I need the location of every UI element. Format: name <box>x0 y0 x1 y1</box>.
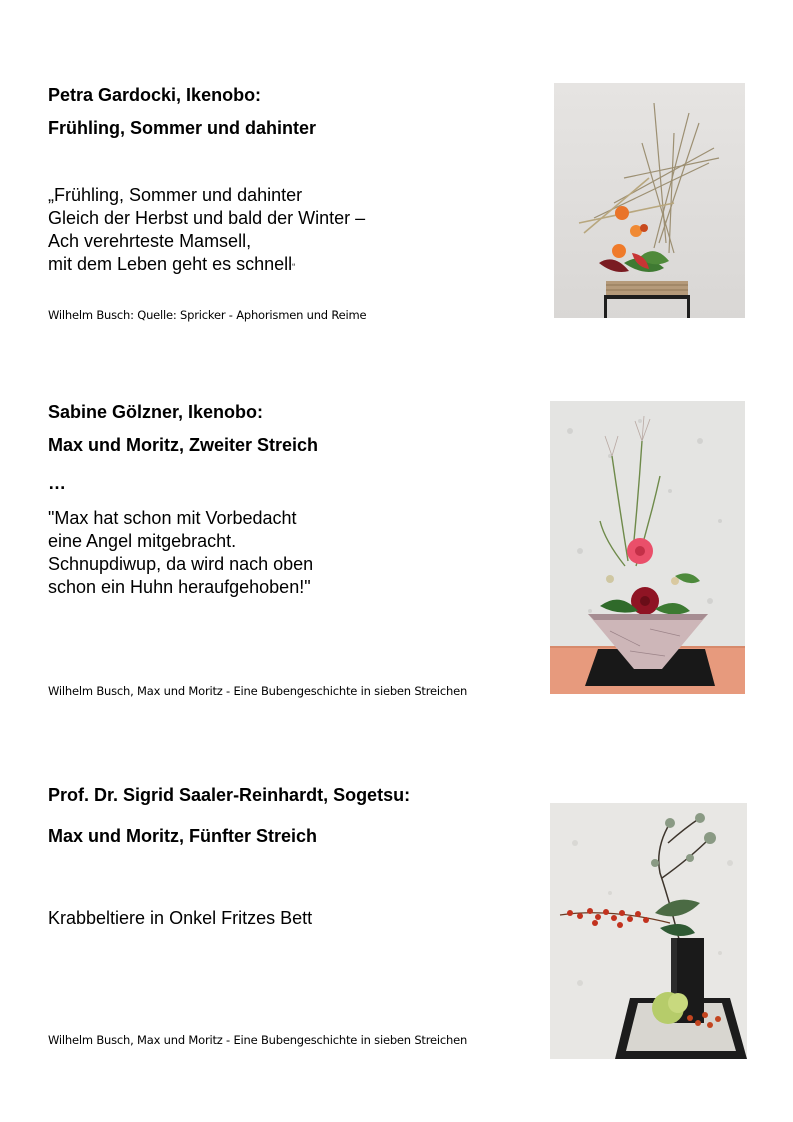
poem-line: schon ein Huhn heraufgehoben!" <box>48 577 311 597</box>
section-3-poem <box>48 907 312 930</box>
poem-line: Ach verehrteste Mamsell, <box>48 231 252 251</box>
poem-line: "Max hat schon mit Vorbedacht <box>48 508 297 528</box>
poem-line: Krabbeltiere in Onkel Fritzes Bett <box>48 908 313 928</box>
ikebana-photo-3 <box>550 803 747 1059</box>
poem-line: Gleich der Herbst und bald der Winter – <box>48 208 366 228</box>
section-3-author: Prof. Dr. Sigrid Saaler-Reinhardt, Sogetsu: <box>48 785 411 805</box>
section-1-title: Frühling, Sommer und dahinter <box>48 118 317 138</box>
ikebana-photo-2 <box>550 401 745 694</box>
section-1-author: Petra Gardocki, Ikenobo: <box>48 85 262 105</box>
section-1-source: Wilhelm Busch: Quelle: Spricker - Aphorismen und Reime <box>48 308 367 322</box>
section-3-source: Wilhelm Busch, Max und Moritz - Eine Bubengeschichte in sieben Streichen <box>48 1033 468 1047</box>
section-3-title: Max und Moritz, Fünfter Streich <box>48 826 318 846</box>
poem-line: „Frühling, Sommer und dahinter <box>48 185 303 205</box>
section-1-poem <box>48 184 365 279</box>
poem-line: Schnupdiwup, da wird nach oben <box>48 554 314 574</box>
closing-quote: “ <box>292 262 296 272</box>
section-2-ellipsis: … <box>48 473 66 493</box>
poem-line: eine Angel mitgebracht. <box>48 531 237 551</box>
poem-line-last <box>48 253 365 279</box>
poem-line: mit dem Leben geht es schnell <box>48 254 293 274</box>
section-2-source: Wilhelm Busch, Max und Moritz - Eine Bubengeschichte in sieben Streichen <box>48 684 468 698</box>
ikebana-photo-1 <box>554 83 745 318</box>
section-2-title: Max und Moritz, Zweiter Streich <box>48 435 319 455</box>
section-2-poem <box>48 507 313 599</box>
section-2-author: Sabine Gölzner, Ikenobo: <box>48 402 264 422</box>
